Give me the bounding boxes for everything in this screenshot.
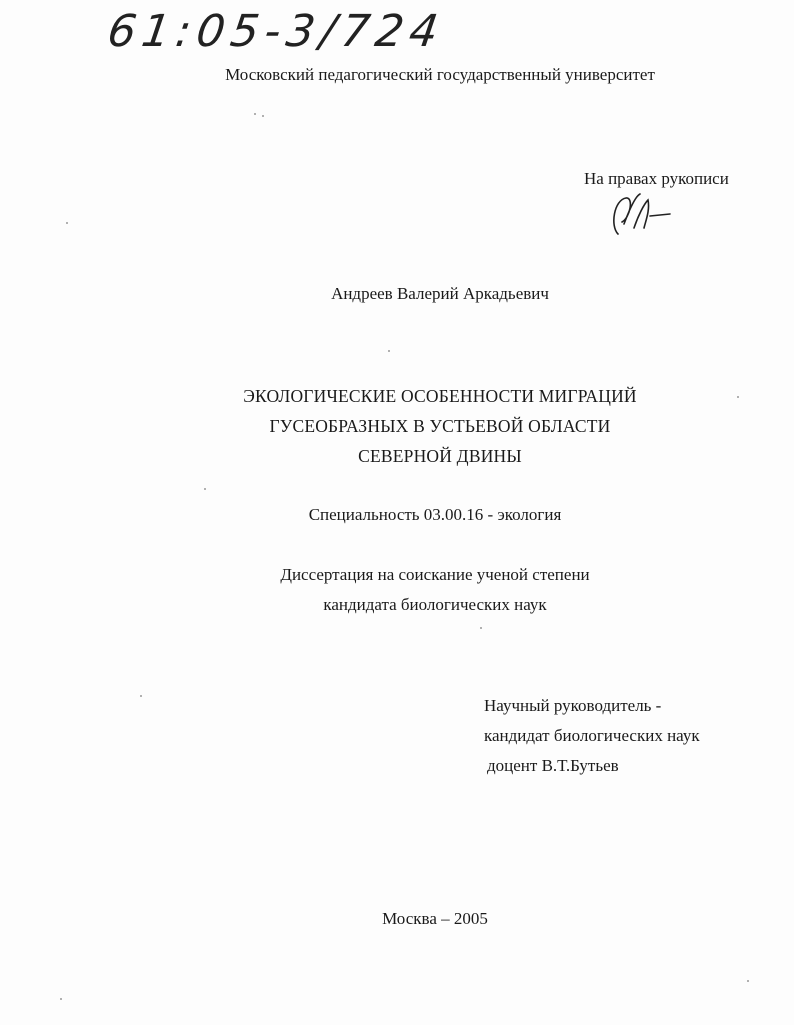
signature-icon [604, 188, 674, 238]
scan-speck [262, 115, 264, 117]
author-name: Андреев Валерий Аркадьевич [331, 284, 549, 303]
scan-speck [747, 980, 749, 982]
scan-speck [66, 222, 68, 224]
university-name: Московский педагогический государственный университет [225, 65, 655, 84]
thesis-title-line: ГУСЕОБРАЗНЫХ В УСТЬЕВОЙ ОБЛАСТИ [269, 416, 611, 436]
supervisor-line: кандидат биологических наук [484, 726, 700, 745]
scan-speck [480, 627, 482, 629]
scan-speck [60, 998, 62, 1000]
specialty-line: Специальность 03.00.16 - экология [308, 505, 562, 524]
manuscript-rights-label: На правах рукописи [584, 169, 729, 188]
supervisor-line: доцент В.Т.Бутьев [487, 756, 619, 775]
scan-speck [737, 396, 739, 398]
degree-line: кандидата биологических наук [323, 595, 547, 614]
degree-line: Диссертация на соискание ученой степени [280, 565, 590, 584]
thesis-title-line: СЕВЕРНОЙ ДВИНЫ [358, 446, 522, 466]
scan-speck [140, 695, 142, 697]
thesis-title-line: ЭКОЛОГИЧЕСКИЕ ОСОБЕННОСТИ МИГРАЦИЙ [243, 386, 637, 406]
city-year: Москва – 2005 [382, 909, 488, 928]
supervisor-line: Научный руководитель - [484, 696, 662, 715]
archive-code-handwritten: 61:05-3/724 [104, 6, 448, 57]
scan-speck [254, 113, 256, 115]
scan-speck [388, 350, 390, 352]
scan-speck [204, 488, 206, 490]
